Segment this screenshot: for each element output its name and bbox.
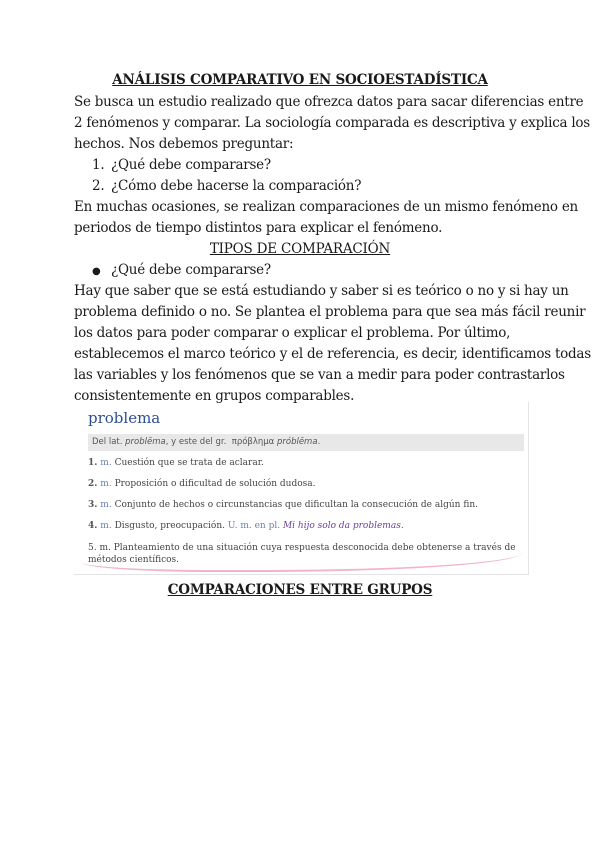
para3-line-4: establecemos el marco teórico y el de referencia, es decir, identificamos todas	[74, 346, 591, 362]
etym-mid: , y este del gr.	[165, 437, 229, 447]
question-2	[92, 178, 361, 194]
def-1-gram: m.	[100, 458, 112, 468]
def-2-gram: m.	[100, 479, 112, 489]
etym-greek-translit: próblēma	[276, 437, 318, 447]
page-title: ANÁLISIS COMPARATIVO EN SOCIOESTADÍSTICA	[112, 72, 488, 88]
dictionary-headword: problema	[88, 409, 161, 427]
dictionary-etymology	[88, 434, 524, 451]
def-1-number: 1.	[88, 458, 98, 468]
intro-line-1: Se busca un estudio realizado que ofrezca datos para sacar diferencias entre	[74, 94, 584, 110]
def-4-gram: m.	[100, 521, 112, 531]
definition-2	[88, 479, 316, 489]
def-2-number: 2.	[88, 479, 98, 489]
para2-line-1: En muchas ocasiones, se realizan comparaciones de un mismo fenómeno en	[74, 199, 579, 215]
def-4-example: Mi hijo solo da problemas.	[282, 521, 404, 531]
question-2-number: 2.	[92, 178, 105, 194]
etym-greek: πρόβλημα	[231, 437, 275, 447]
def-4-text: Disgusto, preocupación.	[114, 521, 225, 531]
def-1-text: Cuestión que se trata de aclarar.	[114, 458, 264, 468]
bullet-text: ¿Qué debe compararse?	[111, 262, 271, 278]
intro-line-2: 2 fenómenos y comparar. La sociología comparada es descriptiva y explica los	[74, 115, 590, 131]
question-1-number: 1.	[92, 157, 105, 173]
def-4-usage: U. m. en pl.	[227, 521, 281, 531]
intro-line-3: hechos. Nos debemos preguntar:	[74, 136, 294, 152]
definition-4	[88, 521, 404, 531]
etym-prefix: Del lat.	[92, 437, 126, 447]
etym-latin: problēma	[125, 437, 166, 447]
question-2-text: ¿Cómo debe hacerse la comparación?	[111, 178, 362, 194]
bullet-item	[92, 262, 271, 278]
para3-line-3: los datos para poder comparar o explicar el problema. Por último,	[74, 325, 511, 341]
definition-1	[88, 458, 264, 468]
para2-line-2: periodos de tiempo distintos para explicar el fenómeno.	[74, 220, 443, 236]
para3-line-1: Hay que saber que se está estudiando y saber si es teórico o no y si hay un	[74, 283, 569, 299]
para3-line-2: problema definido o no. Se plantea el problema para que sea más fácil reunir	[74, 304, 586, 320]
def-3-text: Conjunto de hechos o circunstancias que dificultan la consecución de algún fin.	[114, 500, 478, 510]
para3-line-5: las variables y los fenómenos que se van a medir para poder contrastarlos	[74, 367, 565, 383]
etym-end: .	[317, 437, 321, 447]
def-5-text: Planteamiento de una situación cuya respuesta desconocida debe obtenerse a través de métodos científicos.	[88, 543, 516, 565]
section-heading-comparaciones: COMPARACIONES ENTRE GRUPOS	[167, 582, 433, 598]
section-heading-tipos: TIPOS DE COMPARACIÓN	[209, 241, 391, 257]
def-3-gram: m.	[100, 500, 112, 510]
def-5-number: 5.	[88, 543, 97, 553]
def-4-number: 4.	[88, 521, 98, 531]
question-1	[92, 157, 271, 173]
def-5-gram: m.	[99, 543, 111, 553]
bullet-icon: ●	[92, 266, 101, 277]
question-1-text: ¿Qué debe compararse?	[111, 157, 271, 173]
definition-3	[88, 500, 478, 510]
def-3-number: 3.	[88, 500, 98, 510]
para3-line-6: consistentemente en grupos comparables.	[74, 388, 355, 404]
def-2-text: Proposición o dificultad de solución dudosa.	[114, 479, 316, 489]
